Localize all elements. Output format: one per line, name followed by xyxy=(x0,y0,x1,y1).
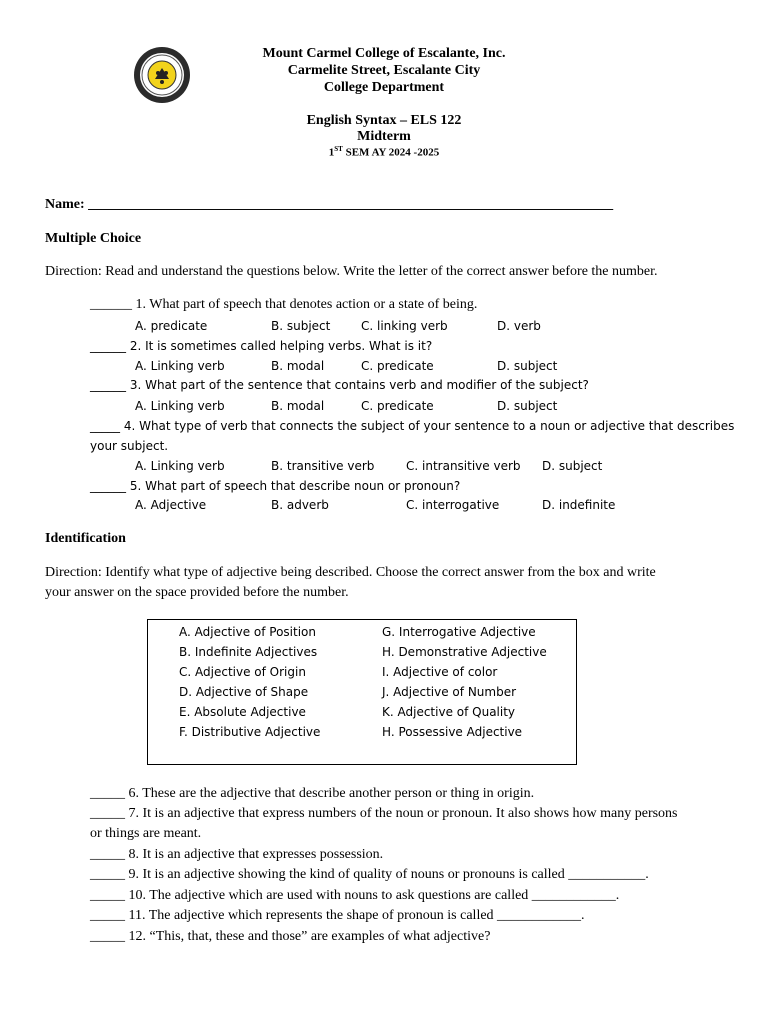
choice-i: I. Adjective of color xyxy=(382,665,498,679)
question-4-option-b: B. transitive verb xyxy=(271,459,375,473)
question-4-line-2: your subject. xyxy=(90,439,169,453)
question-2: ______ 2. It is sometimes called helping verbs. What is it? xyxy=(90,339,433,353)
question-1-option-d: D. verb xyxy=(497,319,541,333)
question-5-option-c: C. interrogative xyxy=(406,498,500,512)
question-5-option-a: A. Adjective xyxy=(135,498,207,512)
question-3-option-d: D. subject xyxy=(497,399,558,413)
question-2-option-b: B. modal xyxy=(271,359,325,373)
question-9: _____ 9. It is an adjective showing the kind of quality of nouns or pronouns is called ___________. xyxy=(90,867,649,882)
identification-direction-line-2: your answer on the space provided before the number. xyxy=(45,585,349,600)
department-name: College Department xyxy=(323,80,445,95)
question-7-line-2: or things are meant. xyxy=(90,826,202,841)
question-5-option-b: B. adverb xyxy=(271,498,329,512)
name-field xyxy=(45,197,613,213)
identification-direction-line-1: Direction: Identify what type of adjective being described. Choose the correct answer from the box and write xyxy=(45,565,656,580)
question-1-option-b: B. subject xyxy=(271,319,331,333)
semester-line: 1ST SEM AY 2024 -2025 xyxy=(328,145,440,159)
choice-d: D. Adjective of Shape xyxy=(179,685,309,699)
choice-g: G. Interrogative Adjective xyxy=(382,625,536,639)
multiple-choice-direction: Direction: Read and understand the questions below. Write the letter of the correct answer before the number. xyxy=(45,264,658,279)
question-2-option-a: A. Linking verb xyxy=(135,359,225,373)
question-4-option-c: C. intransitive verb xyxy=(406,459,521,473)
question-3: ______ 3. What part of the sentence that contains verb and modifier of the subject? xyxy=(90,378,589,392)
question-7-line-1: _____ 7. It is an adjective that express numbers of the noun or pronoun. It also shows how many persons xyxy=(90,806,678,821)
question-2-option-d: D. subject xyxy=(497,359,558,373)
question-5-option-d: D. indefinite xyxy=(542,498,616,512)
institution-name: Mount Carmel College of Escalante, Inc. xyxy=(262,46,506,61)
exam-title: Midterm xyxy=(357,129,411,144)
multiple-choice-heading: Multiple Choice xyxy=(45,231,142,246)
question-5: ______ 5. What part of speech that describe noun or pronoun? xyxy=(90,479,461,493)
choice-h: H. Demonstrative Adjective xyxy=(382,645,547,659)
question-3-option-b: B. modal xyxy=(271,399,325,413)
course-title: English Syntax – ELS 122 xyxy=(306,113,462,128)
institution-address: Carmelite Street, Escalante City xyxy=(287,63,481,78)
question-4-option-a: A. Linking verb xyxy=(135,459,225,473)
name-label: Name: xyxy=(45,197,85,212)
name-blank-line[interactable]: ___________________________________________________________________________ xyxy=(88,197,614,212)
choice-k: K. Adjective of Quality xyxy=(382,705,516,719)
question-4-option-d: D. subject xyxy=(542,459,603,473)
question-1-option-a: A. predicate xyxy=(135,319,208,333)
question-1: ______ 1. What part of speech that denotes action or a state of being. xyxy=(90,297,478,312)
identification-heading: Identification xyxy=(45,531,126,546)
choice-b: B. Indefinite Adjectives xyxy=(179,645,318,659)
choice-h-possessive: H. Possessive Adjective xyxy=(382,725,523,739)
question-3-option-a: A. Linking verb xyxy=(135,399,225,413)
choice-c: C. Adjective of Origin xyxy=(179,665,306,679)
question-10: _____ 10. The adjective which are used with nouns to ask questions are called ____________. xyxy=(90,888,620,903)
question-8: _____ 8. It is an adjective that expresses possession. xyxy=(90,847,384,862)
question-6: _____ 6. These are the adjective that describe another person or thing in origin. xyxy=(90,786,535,801)
choice-a: A. Adjective of Position xyxy=(179,625,316,639)
question-2-option-c: C. predicate xyxy=(361,359,434,373)
choice-e: E. Absolute Adjective xyxy=(179,705,306,719)
question-3-option-c: C. predicate xyxy=(361,399,434,413)
choice-f: F. Distributive Adjective xyxy=(179,725,321,739)
question-1-option-c: C. linking verb xyxy=(361,319,448,333)
question-4-line-1: _____ 4. What type of verb that connects the subject of your sentence to a noun or adjective that describes xyxy=(90,419,735,433)
question-12: _____ 12. “This, that, these and those” are examples of what adjective? xyxy=(90,929,491,944)
question-11: _____ 11. The adjective which represents the shape of pronoun is called ____________. xyxy=(90,908,585,923)
choice-j: J. Adjective of Number xyxy=(382,685,517,699)
